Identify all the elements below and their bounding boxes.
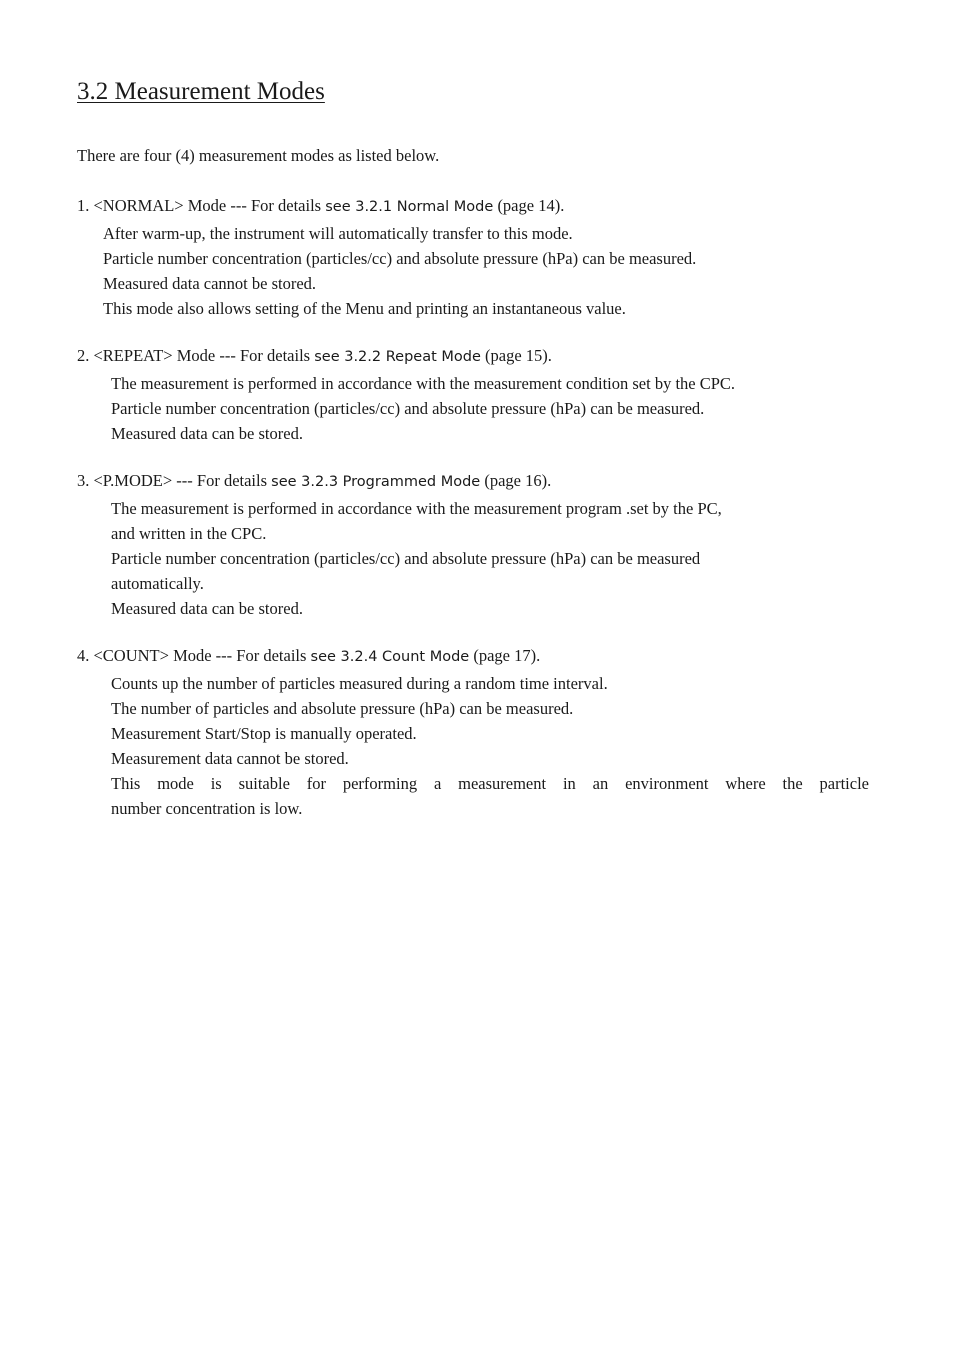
mode-header (77, 646, 869, 671)
mode-count (77, 646, 869, 821)
mode-prefix: 1. <NORMAL> Mode --- For details (77, 196, 326, 215)
description-line: The measurement is performed in accordance with the measurement condition set by the CPC. (111, 374, 736, 393)
description-line: Measured data can be stored. (111, 424, 303, 443)
description-line: number concentration is low. (111, 799, 303, 818)
mode-description (77, 671, 869, 821)
mode-normal (77, 196, 869, 321)
mode-prefix: 4. <COUNT> Mode --- For details (77, 646, 311, 665)
description-line: Counts up the number of particles measured during a random time interval. (111, 674, 608, 693)
description-line: The number of particles and absolute pressure (hPa) can be measured. (111, 699, 574, 718)
description-line: automatically. (111, 574, 204, 593)
mode-suffix: (page 16). (480, 471, 552, 490)
repeat-mode-link[interactable]: see 3.2.2 Repeat Mode (314, 349, 481, 365)
description-line: This mode is suitable for performing a measurement in an environment where the particle (111, 774, 869, 793)
mode-programmed (77, 471, 869, 621)
description-line: Measurement data cannot be stored. (111, 749, 349, 768)
mode-prefix: 2. <REPEAT> Mode --- For details (77, 346, 315, 365)
programmed-mode-link[interactable]: see 3.2.3 Programmed Mode (271, 474, 481, 490)
intro-text: There are four (4) measurement modes as listed below. (77, 146, 440, 165)
description-line: After warm-up, the instrument will automatically transfer to this mode. (103, 224, 573, 243)
normal-mode-link[interactable]: see 3.2.1 Normal Mode (325, 199, 494, 215)
mode-suffix: (page 14). (493, 196, 565, 215)
description-line: Particle number concentration (particles/cc) and absolute pressure (hPa) can be measured. (103, 249, 697, 268)
mode-description (77, 221, 869, 321)
description-line: Particle number concentration (particles/cc) and absolute pressure (hPa) can be measured. (111, 399, 705, 418)
mode-header (77, 471, 869, 496)
description-line: Measured data cannot be stored. (103, 274, 317, 293)
description-line: and written in the CPC. (111, 524, 267, 543)
mode-suffix: (page 17). (469, 646, 541, 665)
count-mode-link[interactable]: see 3.2.4 Count Mode (310, 649, 470, 665)
description-line: Particle number concentration (particles/cc) and absolute pressure (hPa) can be measured (111, 549, 701, 568)
description-line: This mode also allows setting of the Menu and printing an instantaneous value. (103, 299, 626, 318)
section-heading: 3.2 Measurement Modes (77, 78, 325, 105)
description-line: Measurement Start/Stop is manually operated. (111, 724, 417, 743)
mode-header (77, 346, 869, 371)
description-line: Measured data can be stored. (111, 599, 303, 618)
mode-description (77, 371, 869, 446)
description-line: The measurement is performed in accordance with the measurement program .set by the PC, (111, 499, 722, 518)
mode-prefix: 3. <P.MODE> --- For details (77, 471, 272, 490)
mode-header (77, 196, 869, 221)
mode-description (77, 496, 869, 621)
mode-suffix: (page 15). (480, 346, 552, 365)
mode-repeat (77, 346, 869, 446)
